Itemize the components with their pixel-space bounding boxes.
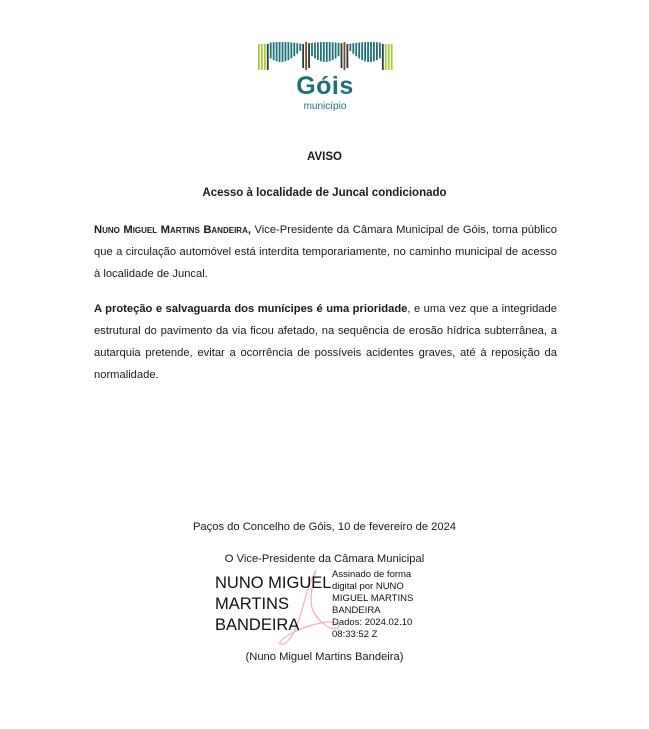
logo-bar — [282, 42, 284, 62]
logo-bar — [276, 42, 278, 61]
place-date: Paços do Concelho de Góis, 10 de fevereiro de 2024 — [192, 521, 457, 533]
logo-bar — [341, 43, 343, 68]
logo-bar — [290, 43, 292, 59]
logo-bar — [344, 42, 346, 70]
logo-bar — [329, 42, 331, 61]
gois-municipio-logo — [256, 40, 394, 114]
logo-bar — [367, 42, 369, 62]
logo-bar — [358, 43, 360, 59]
signature-name-line: MARTINS — [215, 595, 289, 613]
document-subtitle: Acesso à localidade de Juncal condicionado — [202, 187, 447, 199]
logo-bar — [288, 42, 290, 60]
signature-detail-line: 08:33:52 Z — [332, 629, 378, 640]
paragraph-justification — [94, 298, 557, 386]
digital-signature-name — [215, 573, 331, 636]
paragraph-announcement — [94, 219, 557, 285]
logo-bar — [305, 42, 307, 70]
signatory-name-inline: Nuno Miguel Martins Bandeira, — [94, 224, 251, 236]
logo-bar — [299, 44, 301, 51]
signature-detail-line: Assinado de forma — [332, 569, 412, 580]
logo-bar — [270, 43, 272, 59]
logo-bar — [320, 42, 322, 61]
digital-signature-details — [332, 569, 413, 641]
logo-bar — [385, 44, 387, 70]
signature-detail-line: BANDEIRA — [332, 605, 381, 616]
signature-detail-line: Dados: 2024.02.10 — [332, 617, 413, 628]
signature-detail-line: MIGUEL MARTINS — [332, 593, 414, 604]
logo-bar — [323, 42, 325, 62]
logo-bar — [314, 43, 316, 59]
logo-bar — [273, 42, 275, 60]
signatory-role: O Vice-Presidente da Câmara Municipal — [224, 553, 425, 565]
logo-bar — [296, 43, 298, 54]
logo-bar — [285, 42, 287, 61]
logo-bar — [349, 44, 351, 51]
logo-bar — [267, 44, 269, 70]
paragraph-justification-bold: A proteção e salvaguarda dos munícipes é uma prioridade — [94, 303, 408, 315]
logo-bar — [382, 44, 384, 70]
bridge-arches-icon — [256, 40, 394, 70]
signature-detail-line: digital por NUNO — [332, 581, 404, 592]
logo-bar — [261, 44, 263, 70]
logo-subtitle: município — [303, 101, 347, 112]
logo-bar — [391, 44, 393, 70]
logo-bar — [326, 42, 328, 62]
logo-bar — [308, 43, 310, 68]
logo-bar — [302, 44, 304, 68]
logo-bar — [279, 42, 281, 62]
signature-name-line: NUNO MIGUEL — [215, 574, 332, 592]
printed-signatory-name: (Nuno Miguel Martins Bandeira) — [245, 651, 404, 663]
logo-bar — [376, 42, 378, 60]
logo-bar — [293, 43, 295, 56]
logo-bar — [311, 43, 313, 56]
logo-bar — [370, 42, 372, 62]
signature-name-line: BANDEIRA — [215, 616, 300, 634]
logo-bar — [364, 42, 366, 61]
logo-bar — [355, 43, 357, 56]
logo-name: Góis — [296, 72, 354, 100]
logo-bar — [352, 43, 354, 54]
logo-bar — [332, 42, 334, 60]
logo-bar — [258, 44, 260, 70]
logo-bar — [347, 44, 349, 68]
paragraph-announcement-text: Vice-Presidente da Câmara Municipal de Góis, torna público que a circulação automóvel está interdita temporariamente, no caminho municipal de acesso à localidade de Juncal. — [94, 224, 557, 280]
logo-bar — [317, 42, 319, 60]
logo-bar — [338, 43, 340, 56]
logo-bar — [264, 44, 266, 70]
logo-bar — [379, 43, 381, 59]
logo-bar — [361, 42, 363, 60]
logo-bar — [335, 43, 337, 59]
logo-bar — [373, 42, 375, 61]
document-title: AVISO — [307, 151, 342, 163]
paragraph-justification-text: , e uma vez que a integridade estrutural do pavimento da via ficou afetado, na sequência de erosão hídrica subterrânea, a autarquia pretende, evitar a ocorrência de possíveis acidentes graves, até à reposição da normalidade. — [94, 303, 557, 381]
logo-bar — [388, 44, 390, 70]
